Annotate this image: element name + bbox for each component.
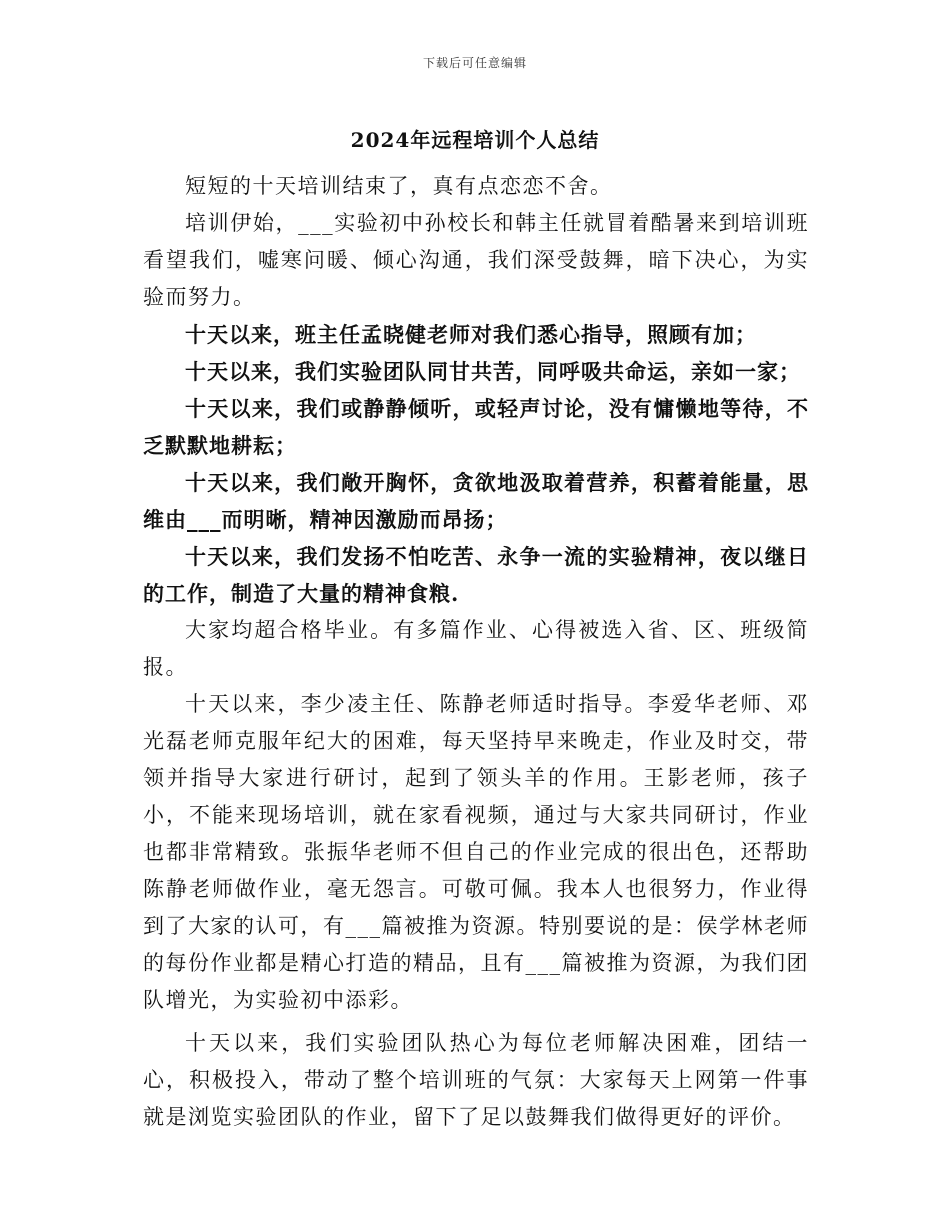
paragraph: 十天以来，李少凌主任、陈静老师适时指导。李爱华老师、邓光磊老师克服年纪大的困难，每天坚持早来晚走，作业及时交，带领并指导大家进行研讨，起到了领头羊的作用。王影老师，孩子小，不能来现场培训，就在家看视频，通过与大家共同研讨，作业也都非常精致。张振华老师不但自己的作业完成的很出色，还帮助陈静老师做作业，毫无怨言。可敬可佩。我本人也很努力，作业得到了大家的认可，有___篇被推为资源。特别要说的是：侯学林老师的每份作业都是精心打造的精品，且有___篇被推为资源，为我们团队增光，为实验初中添彩。 — [143, 692, 809, 1012]
page-header: 下载后可任意编辑 — [422, 56, 527, 70]
paragraph: 培训伊始，___实验初中孙校长和韩主任就冒着酷暑来到培训班看望我们，嘘寒问暖、倾心沟通，我们深受鼓舞，暗下决心，为实验而努力。 — [143, 211, 809, 309]
document-body — [143, 168, 809, 1136]
document-title: 2024年远程培训个人总结 — [350, 128, 600, 152]
paragraph: 十天以来，我们实验团队热心为每位老师解决困难，团结一心，积极投入，带动了整个培训班的气氛：大家每天上网第一件事就是浏览实验团队的作业，留下了足以鼓舞我们做得更好的评价。 — [143, 1031, 809, 1129]
bold-paragraph: 十天以来，我们发扬不怕吃苦、永争一流的实验精神，夜以继日的工作，制造了大量的精神食粮. — [143, 544, 809, 606]
bold-paragraph: 十天以来，我们或静静倾听，或轻声讨论，没有慵懒地等待，不乏默默地耕耘； — [143, 396, 809, 458]
bold-paragraph: 十天以来，班主任孟晓健老师对我们悉心指导，照顾有加； — [185, 322, 757, 347]
bold-paragraph: 十天以来，我们敞开胸怀，贪欲地汲取着营养，积蓄着能量，思维由___而明晰，精神因激励而昂扬； — [143, 470, 809, 532]
bold-paragraph: 十天以来，我们实验团队同甘共苦，同呼吸共命运，亲如一家； — [185, 359, 801, 384]
paragraph: 短短的十天培训结束了，真有点恋恋不舍。 — [185, 174, 613, 198]
paragraph: 大家均超合格毕业。有多篇作业、心得被选入省、区、班级简报。 — [143, 618, 809, 679]
